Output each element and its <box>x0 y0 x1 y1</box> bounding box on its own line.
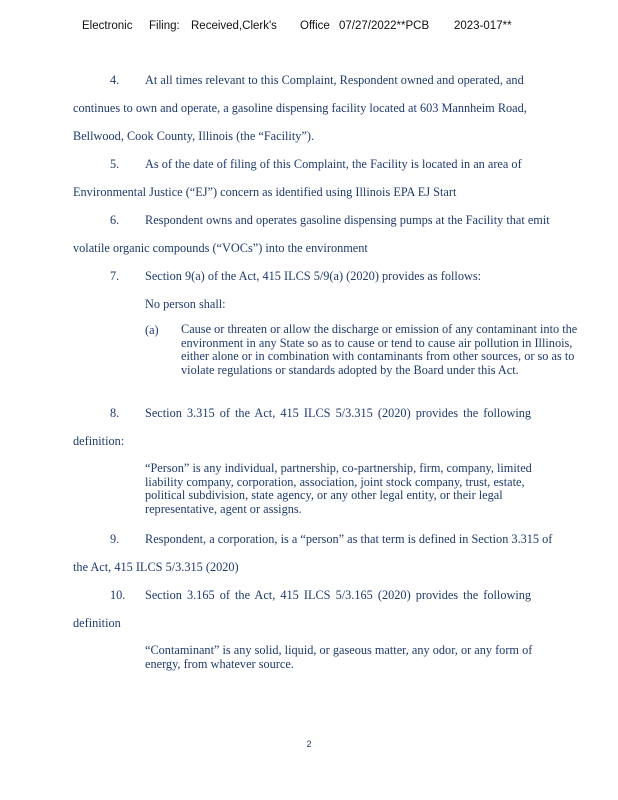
paragraph-4-line-1: At all times relevant to this Complaint, Respondent owned and operated, and <box>145 73 524 87</box>
header-filing: Filing: <box>149 20 180 32</box>
paragraph-7-item-label: (a) <box>145 323 159 337</box>
paragraph-5-number: 5. <box>110 157 120 171</box>
header-received: Received,Clerk's <box>191 20 277 32</box>
paragraph-7-number: 7. <box>110 269 120 283</box>
paragraph-4-number: 4. <box>110 73 120 87</box>
paragraph-6-line-2: volatile organic compounds (“VOCs”) into the environment <box>73 241 368 255</box>
paragraph-7-intro: No person shall: <box>145 297 226 311</box>
paragraph-6-number: 6. <box>110 213 120 227</box>
header-case-number: 2023-017** <box>454 20 512 32</box>
paragraph-7-line-1: Section 9(a) of the Act, 415 ILCS 5/9(a) (2020) provides as follows: <box>145 269 482 283</box>
header-office: Office <box>300 20 330 32</box>
header-electronic: Electronic <box>82 20 133 32</box>
paragraph-8-line-1: Section 3.315 of the Act, 415 ILCS 5/3.315 (2020) provides the following <box>145 406 532 420</box>
paragraph-7-quoted-provision: Cause or threaten or allow the discharge or emission of any contaminant into the environment in any State so as to cause or tend to cause air pollution in Illinois, either alone or in combination with contaminants from other sources, or so as to violate regulations or standards adopted by the Board under this Act. <box>181 322 578 377</box>
paragraph-9-line-1: Respondent, a corporation, is a “person” as that term is defined in Section 3.315 of <box>145 532 553 546</box>
paragraph-8-number: 8. <box>110 406 120 420</box>
paragraph-8-person-definition: “Person” is any individual, partnership, co-partnership, firm, company, limited liability company, corporation, association, joint stock company, trust, estate, political subdivision, state agency, or any other legal entity, or their legal representative, agent or assigns. <box>145 461 532 516</box>
paragraph-9-number: 9. <box>110 532 120 546</box>
paragraph-4-line-2: continues to own and operate, a gasoline dispensing facility located at 603 Mannheim Road, <box>73 101 527 115</box>
page-number: 2 <box>306 739 312 749</box>
paragraph-5-line-1: As of the date of filing of this Complaint, the Facility is located in an area of <box>145 157 522 171</box>
paragraph-10-contaminant-definition: “Contaminant” is any solid, liquid, or gaseous matter, any odor, or any form of energy, from whatever source. <box>145 643 533 671</box>
paragraph-4-line-3: Bellwood, Cook County, Illinois (the “Facility”). <box>73 129 315 143</box>
paragraph-6-line-1: Respondent owns and operates gasoline dispensing pumps at the Facility that emit <box>145 213 550 227</box>
header-date: 07/27/2022**PCB <box>339 20 430 32</box>
paragraph-10-line-1: Section 3.165 of the Act, 415 ILCS 5/3.165 (2020) provides the following <box>145 588 532 602</box>
paragraph-8-line-2: definition: <box>73 434 125 448</box>
filing-header <box>0 20 618 36</box>
paragraph-10-line-2: definition <box>73 616 121 630</box>
paragraph-10-number: 10. <box>110 588 126 602</box>
paragraph-9-line-2: the Act, 415 ILCS 5/3.315 (2020) <box>73 560 239 574</box>
paragraph-5-line-2: Environmental Justice (“EJ”) concern as identified using Illinois EPA EJ Start <box>73 185 457 199</box>
